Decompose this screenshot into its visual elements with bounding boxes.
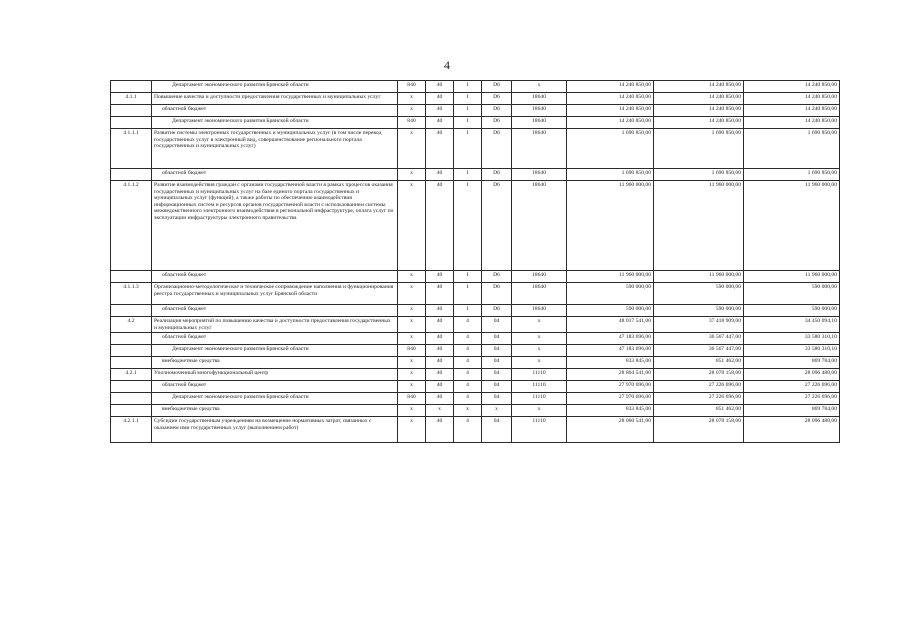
table-row <box>111 169 840 181</box>
row-admin-code: х <box>398 317 426 333</box>
row-event-code: 04 <box>482 381 512 393</box>
row-program-code: 40 <box>426 393 454 405</box>
table-row <box>111 81 840 93</box>
row-amount-year-1: 1 690 850,00 <box>567 129 654 169</box>
row-code <box>111 381 152 393</box>
row-name: внебюджетные средства <box>152 405 398 417</box>
row-admin-code: х <box>398 93 426 105</box>
row-subprogram-code: I <box>454 169 482 181</box>
row-event-code: D6 <box>482 283 512 305</box>
row-subprogram-code: I <box>454 305 482 317</box>
row-amount-year-3: 28 096 480,00 <box>744 417 840 443</box>
page-number: 4 <box>444 58 450 72</box>
row-event-code: D6 <box>482 93 512 105</box>
row-amount-year-3: 34 450 094,10 <box>744 317 840 333</box>
row-direction-code: 11110 <box>512 393 567 405</box>
row-amount-year-1: 14 240 850,00 <box>567 81 654 93</box>
row-amount-year-3: 33 580 310,10 <box>744 333 840 345</box>
row-program-code: 40 <box>426 283 454 305</box>
row-code: 4.1.1.1 <box>111 129 152 169</box>
row-amount-year-2: 14 240 850,00 <box>654 81 744 93</box>
table-row <box>111 369 840 381</box>
row-direction-code: х <box>512 357 567 369</box>
row-program-code: 40 <box>426 181 454 271</box>
row-code <box>111 357 152 369</box>
row-code: 4.2.1.1 <box>111 417 152 443</box>
row-code <box>111 345 152 357</box>
row-amount-year-3: 27 226 696,00 <box>744 381 840 393</box>
table-row <box>111 181 840 271</box>
row-amount-year-2: 37 418 909,00 <box>654 317 744 333</box>
row-direction-code: х <box>512 81 567 93</box>
row-direction-code: х <box>512 317 567 333</box>
row-code: 4.1.1 <box>111 93 152 105</box>
row-name: Организационно-методологическое и техническое сопровождение наполнения и функционирования реестра государственных и муниципальных услуг Брянской области <box>152 283 398 305</box>
row-direction-code: х <box>512 333 567 345</box>
row-program-code: 40 <box>426 345 454 357</box>
row-admin-code: х <box>398 369 426 381</box>
row-name: областной бюджет <box>152 333 398 345</box>
row-event-code: D6 <box>482 105 512 117</box>
row-event-code: D6 <box>482 117 512 129</box>
row-amount-year-1: 27 970 696,00 <box>567 381 654 393</box>
row-amount-year-2: 1 690 850,00 <box>654 129 744 169</box>
row-amount-year-3: 869 784,00 <box>744 405 840 417</box>
row-event-code: D6 <box>482 169 512 181</box>
row-code <box>111 271 152 283</box>
row-subprogram-code: 4 <box>454 357 482 369</box>
row-amount-year-1: 28 060 541,00 <box>567 417 654 443</box>
row-subprogram-code: I <box>454 271 482 283</box>
row-direction-code: 18640 <box>512 169 567 181</box>
row-amount-year-2: 11 960 000,00 <box>654 181 744 271</box>
row-amount-year-2: 36 567 447,00 <box>654 333 744 345</box>
budget-table <box>110 80 840 443</box>
row-subprogram-code: 4 <box>454 317 482 333</box>
table-row <box>111 393 840 405</box>
row-amount-year-1: 833 845,00 <box>567 357 654 369</box>
row-event-code: 04 <box>482 345 512 357</box>
row-admin-code: 840 <box>398 393 426 405</box>
table-row <box>111 105 840 117</box>
row-admin-code: 840 <box>398 345 426 357</box>
row-direction-code: 11110 <box>512 417 567 443</box>
row-amount-year-3: 590 000,00 <box>744 283 840 305</box>
row-direction-code: 18640 <box>512 271 567 283</box>
row-code: 4.2.1 <box>111 369 152 381</box>
row-name: Повышение качества и доступности предоставления государственных и муниципальных услуг <box>152 93 398 105</box>
row-name: областной бюджет <box>152 271 398 283</box>
row-amount-year-2: 851 462,00 <box>654 405 744 417</box>
row-event-code: 04 <box>482 417 512 443</box>
row-program-code: 40 <box>426 417 454 443</box>
row-amount-year-3: 14 240 850,00 <box>744 81 840 93</box>
row-amount-year-1: 590 000,00 <box>567 283 654 305</box>
row-subprogram-code: 4 <box>454 417 482 443</box>
row-amount-year-2: 27 226 696,00 <box>654 393 744 405</box>
row-amount-year-3: 590 000,00 <box>744 305 840 317</box>
row-direction-code: 18640 <box>512 129 567 169</box>
row-subprogram-code: х <box>454 405 482 417</box>
row-amount-year-1: 833 845,00 <box>567 405 654 417</box>
table-row <box>111 93 840 105</box>
row-code <box>111 117 152 129</box>
row-admin-code: х <box>398 129 426 169</box>
row-amount-year-1: 47 183 696,00 <box>567 345 654 357</box>
row-subprogram-code: 4 <box>454 381 482 393</box>
row-admin-code: х <box>398 169 426 181</box>
row-name: Реализация мероприятий по повышению качества и доступности предоставления государственных и муниципальных услуг <box>152 317 398 333</box>
row-event-code: D6 <box>482 181 512 271</box>
row-code <box>111 405 152 417</box>
row-name: областной бюджет <box>152 169 398 181</box>
row-amount-year-1: 47 183 696,00 <box>567 333 654 345</box>
table-row <box>111 345 840 357</box>
row-amount-year-2: 28 078 158,00 <box>654 417 744 443</box>
row-name: областной бюджет <box>152 381 398 393</box>
row-subprogram-code: I <box>454 283 482 305</box>
row-name: областной бюджет <box>152 105 398 117</box>
row-subprogram-code: I <box>454 129 482 169</box>
row-amount-year-2: 11 960 000,00 <box>654 271 744 283</box>
table-row <box>111 283 840 305</box>
row-name: Развитие системы электронных государственных и муниципальных услуг (в том числе перевод государственных услуг в электронный вид, совершенствование регионального портала государственных и муниципальных услуг) <box>152 129 398 169</box>
row-code <box>111 305 152 317</box>
row-amount-year-1: 14 240 850,00 <box>567 117 654 129</box>
row-event-code: D6 <box>482 271 512 283</box>
row-code <box>111 81 152 93</box>
row-program-code: 40 <box>426 357 454 369</box>
row-direction-code: 18640 <box>512 305 567 317</box>
row-name: Департамент экономического развития Брянской области <box>152 393 398 405</box>
row-program-code: 40 <box>426 305 454 317</box>
row-amount-year-3: 1 690 850,00 <box>744 129 840 169</box>
row-amount-year-1: 14 240 850,00 <box>567 93 654 105</box>
table-row <box>111 117 840 129</box>
row-name: Развитие взаимодействия граждан с органами государственной власти в рамках процессов оказания государственных и муниципальных услуг на базе единого портала государственных и муниципальных услуг (функций), а также работы по обеспечению взаимодействия информационных систем и ресурсов органов государственной власти с использованием системы межведомственного электронного взаимодействия в региональной инфраструктуре, оплата услуг по эксплуатации инфраструктуры электронного правительства <box>152 181 398 271</box>
row-amount-year-3: 14 240 850,00 <box>744 117 840 129</box>
table-row <box>111 129 840 169</box>
row-admin-code: 840 <box>398 117 426 129</box>
row-admin-code: х <box>398 333 426 345</box>
row-direction-code: х <box>512 405 567 417</box>
row-name: Департамент экономического развития Брянской области <box>152 117 398 129</box>
row-amount-year-3: 11 960 000,00 <box>744 271 840 283</box>
row-program-code: х <box>426 405 454 417</box>
row-program-code: 40 <box>426 271 454 283</box>
row-amount-year-1: 11 960 000,00 <box>567 181 654 271</box>
row-amount-year-1: 590 000,00 <box>567 305 654 317</box>
row-program-code: 40 <box>426 381 454 393</box>
row-amount-year-2: 590 000,00 <box>654 305 744 317</box>
row-code: 4.1.1.3 <box>111 283 152 305</box>
row-subprogram-code: 4 <box>454 345 482 357</box>
row-event-code: D6 <box>482 129 512 169</box>
row-direction-code: 18640 <box>512 105 567 117</box>
row-name: внебюджетные средства <box>152 357 398 369</box>
row-amount-year-2: 1 690 850,00 <box>654 169 744 181</box>
row-program-code: 40 <box>426 117 454 129</box>
row-amount-year-1: 48 017 541,00 <box>567 317 654 333</box>
row-amount-year-2: 851 462,00 <box>654 357 744 369</box>
row-code: 4.2 <box>111 317 152 333</box>
row-amount-year-2: 14 240 850,00 <box>654 105 744 117</box>
row-event-code: х <box>482 405 512 417</box>
row-admin-code: х <box>398 283 426 305</box>
row-program-code: 40 <box>426 93 454 105</box>
row-event-code: D6 <box>482 305 512 317</box>
row-name: Субсидии государственным учреждениям на возмещение нормативных затрат, связанных с оказанием ими государственных услуг (выполнением работ) <box>152 417 398 443</box>
table-row <box>111 271 840 283</box>
row-admin-code: х <box>398 305 426 317</box>
row-amount-year-1: 27 970 696,00 <box>567 393 654 405</box>
row-event-code: 04 <box>482 333 512 345</box>
row-direction-code: 18640 <box>512 181 567 271</box>
row-program-code: 40 <box>426 129 454 169</box>
row-amount-year-2: 14 240 850,00 <box>654 93 744 105</box>
table-row <box>111 333 840 345</box>
row-code <box>111 105 152 117</box>
row-amount-year-2: 14 240 850,00 <box>654 117 744 129</box>
row-admin-code: х <box>398 271 426 283</box>
row-admin-code: х <box>398 405 426 417</box>
row-direction-code: 11110 <box>512 369 567 381</box>
row-admin-code: х <box>398 105 426 117</box>
row-name: Департамент экономического развития Брянской области <box>152 345 398 357</box>
row-program-code: 40 <box>426 317 454 333</box>
row-amount-year-3: 14 240 850,00 <box>744 105 840 117</box>
row-amount-year-3: 28 096 480,00 <box>744 369 840 381</box>
row-amount-year-3: 869 784,00 <box>744 357 840 369</box>
row-code <box>111 393 152 405</box>
row-event-code: 04 <box>482 357 512 369</box>
row-subprogram-code: I <box>454 81 482 93</box>
row-event-code: D6 <box>482 81 512 93</box>
row-admin-code: 840 <box>398 81 426 93</box>
row-admin-code: х <box>398 357 426 369</box>
row-amount-year-3: 27 226 696,00 <box>744 393 840 405</box>
row-subprogram-code: 4 <box>454 369 482 381</box>
row-name: Уполномоченный многофункциональный центр <box>152 369 398 381</box>
row-amount-year-3: 1 690 850,00 <box>744 169 840 181</box>
row-subprogram-code: I <box>454 93 482 105</box>
row-subprogram-code: I <box>454 181 482 271</box>
row-event-code: 04 <box>482 393 512 405</box>
row-direction-code: 18640 <box>512 283 567 305</box>
row-direction-code: х <box>512 345 567 357</box>
row-direction-code: 18640 <box>512 93 567 105</box>
row-direction-code: 11110 <box>512 381 567 393</box>
row-program-code: 40 <box>426 169 454 181</box>
row-amount-year-3: 14 240 850,00 <box>744 93 840 105</box>
row-code <box>111 169 152 181</box>
row-admin-code: х <box>398 381 426 393</box>
table-row <box>111 405 840 417</box>
row-amount-year-1: 11 960 000,00 <box>567 271 654 283</box>
row-subprogram-code: I <box>454 117 482 129</box>
row-direction-code: 18640 <box>512 117 567 129</box>
row-name: областной бюджет <box>152 305 398 317</box>
row-subprogram-code: 4 <box>454 393 482 405</box>
row-amount-year-2: 28 078 158,00 <box>654 369 744 381</box>
row-subprogram-code: I <box>454 105 482 117</box>
table-row <box>111 317 840 333</box>
row-name: Департамент экономического развития Брянской области <box>152 81 398 93</box>
row-admin-code: х <box>398 181 426 271</box>
row-amount-year-2: 36 567 447,00 <box>654 345 744 357</box>
row-amount-year-1: 28 804 541,00 <box>567 369 654 381</box>
row-program-code: 40 <box>426 333 454 345</box>
row-code: 4.1.1.2 <box>111 181 152 271</box>
table-row <box>111 305 840 317</box>
row-subprogram-code: 4 <box>454 333 482 345</box>
row-amount-year-1: 1 690 850,00 <box>567 169 654 181</box>
row-program-code: 40 <box>426 105 454 117</box>
row-program-code: 40 <box>426 81 454 93</box>
row-amount-year-1: 14 240 850,00 <box>567 105 654 117</box>
row-amount-year-2: 27 226 696,00 <box>654 381 744 393</box>
row-program-code: 40 <box>426 369 454 381</box>
row-event-code: 04 <box>482 317 512 333</box>
row-code <box>111 333 152 345</box>
table-row <box>111 381 840 393</box>
row-amount-year-3: 33 580 310,10 <box>744 345 840 357</box>
row-event-code: 04 <box>482 369 512 381</box>
table-row <box>111 357 840 369</box>
row-amount-year-3: 11 960 000,00 <box>744 181 840 271</box>
table-row <box>111 417 840 443</box>
row-amount-year-2: 590 000,00 <box>654 283 744 305</box>
row-admin-code: х <box>398 417 426 443</box>
